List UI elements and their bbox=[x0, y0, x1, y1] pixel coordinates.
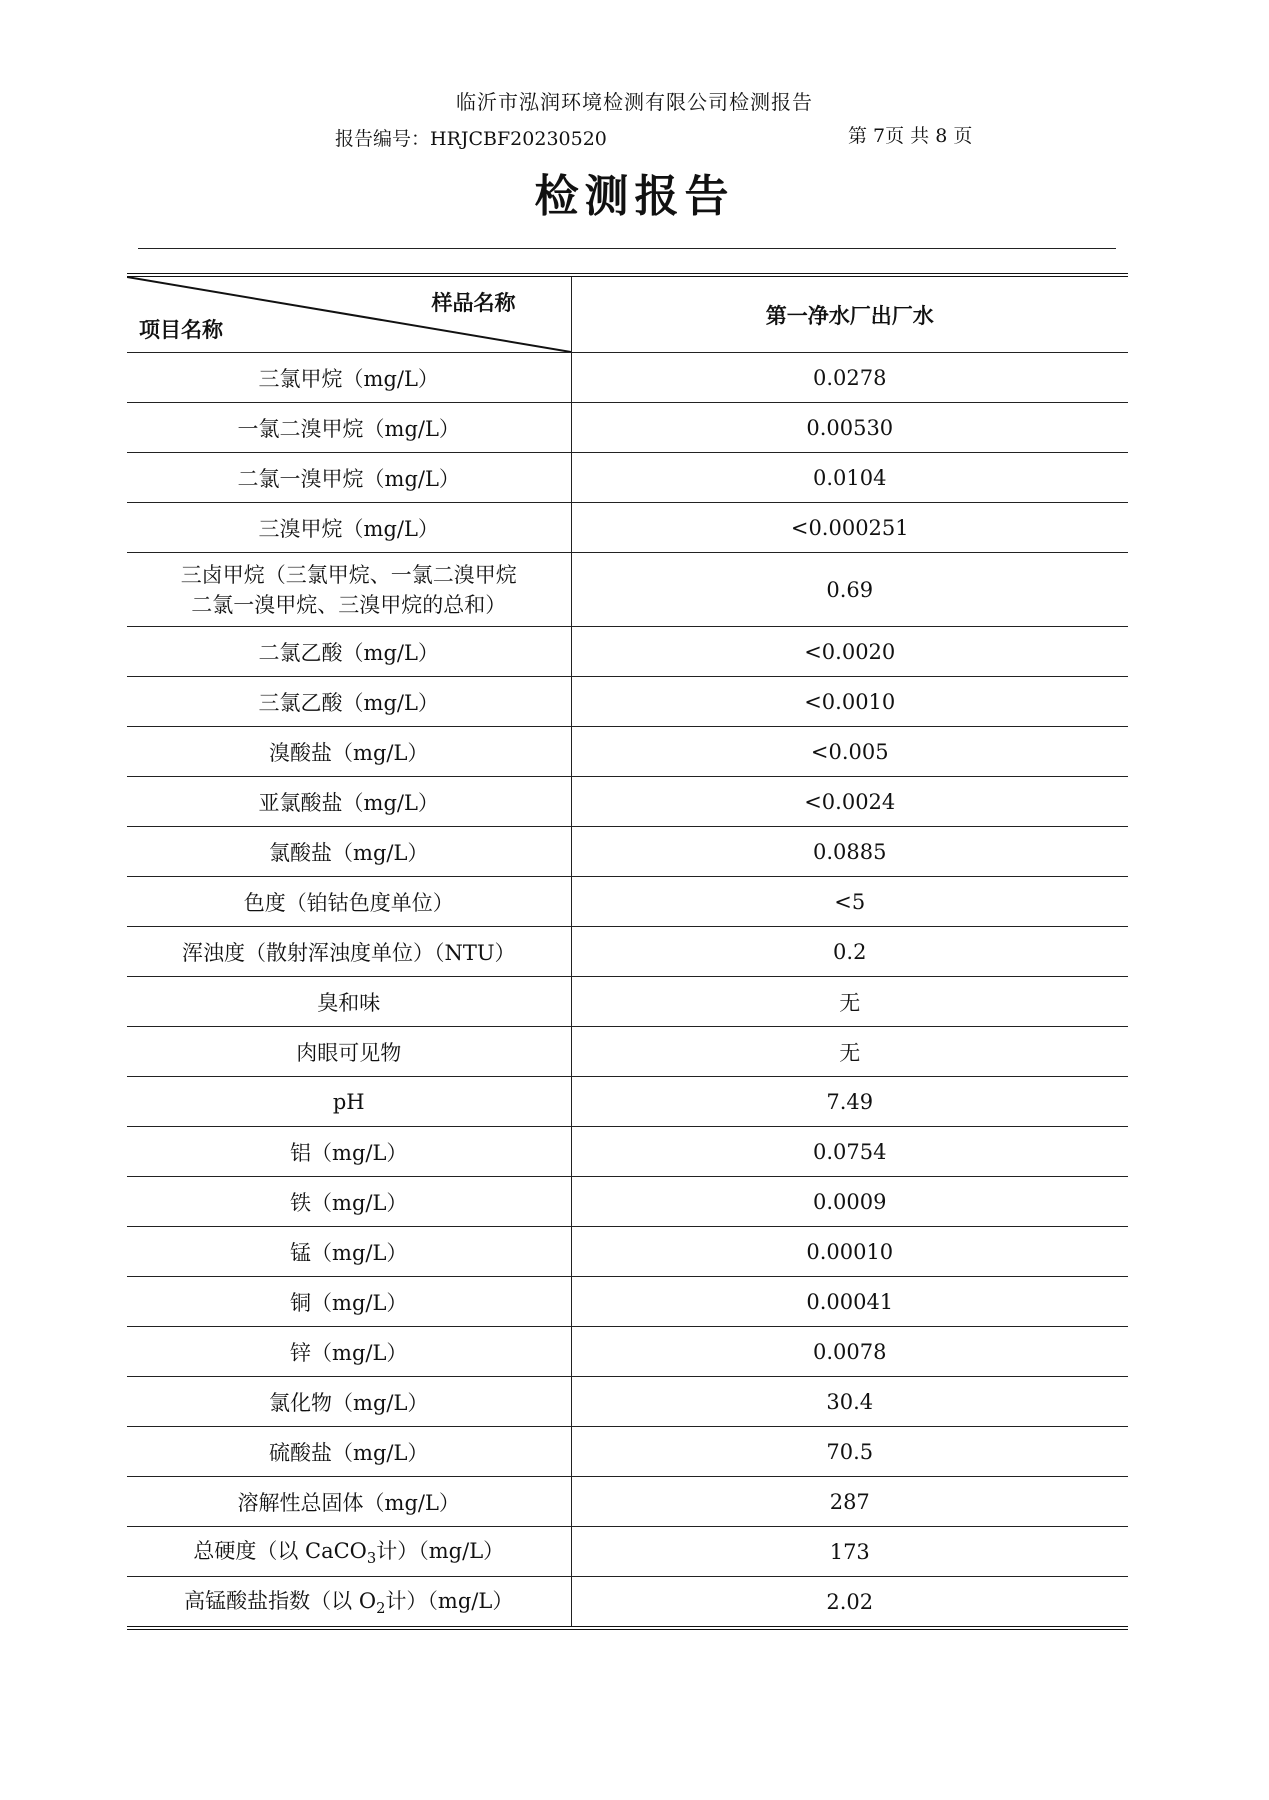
item-name: 硫酸盐（mg/L） bbox=[127, 1427, 571, 1477]
page-title: 检测报告 bbox=[534, 171, 735, 222]
item-name-prefix: 高锰酸盐指数（以 O bbox=[184, 1589, 377, 1614]
table-row bbox=[127, 453, 1128, 503]
item-name: 三溴甲烷（mg/L） bbox=[127, 503, 571, 553]
item-value: 0.0104 bbox=[571, 453, 1128, 503]
table-row bbox=[127, 403, 1128, 453]
table-row bbox=[127, 1527, 1128, 1577]
item-name: pH bbox=[127, 1077, 571, 1127]
results-table bbox=[127, 273, 1128, 1630]
item-name-subscript: 3 bbox=[366, 1550, 377, 1568]
item-value: <0.000251 bbox=[571, 503, 1128, 553]
table-row bbox=[127, 927, 1128, 977]
table-row bbox=[127, 727, 1128, 777]
item-value: 173 bbox=[571, 1527, 1128, 1577]
item-value: 70.5 bbox=[571, 1427, 1128, 1477]
item-name: 三氯乙酸（mg/L） bbox=[127, 677, 571, 727]
item-name-prefix: 总硬度（以 CaCO bbox=[193, 1539, 367, 1564]
table-row bbox=[127, 503, 1128, 553]
item-name: 臭和味 bbox=[127, 977, 571, 1027]
item-name bbox=[127, 553, 571, 627]
corner-header-cell bbox=[127, 275, 571, 353]
item-value: 0.00010 bbox=[571, 1227, 1128, 1277]
corner-item-label: 项目名称 bbox=[139, 318, 223, 342]
table-row bbox=[127, 1477, 1128, 1527]
company-report-heading: 临沂市泓润环境检测有限公司检测报告 bbox=[456, 90, 813, 114]
item-name-line1: 三卤甲烷（三氯甲烷、一氯二溴甲烷 bbox=[180, 562, 517, 587]
item-value: 0.2 bbox=[571, 927, 1128, 977]
item-name-subscript: 2 bbox=[376, 1600, 386, 1618]
item-value: 无 bbox=[571, 1027, 1128, 1077]
table-header-row bbox=[127, 275, 1128, 353]
item-value: 0.69 bbox=[571, 553, 1128, 627]
table-row bbox=[127, 353, 1128, 403]
item-value: 287 bbox=[571, 1477, 1128, 1527]
table-row bbox=[127, 1277, 1128, 1327]
item-value: <0.0024 bbox=[571, 777, 1128, 827]
corner-sample-label: 样品名称 bbox=[431, 291, 516, 315]
item-value: 0.0078 bbox=[571, 1327, 1128, 1377]
item-name: 一氯二溴甲烷（mg/L） bbox=[127, 403, 571, 453]
item-name: 锰（mg/L） bbox=[127, 1227, 571, 1277]
item-name: 锌（mg/L） bbox=[127, 1327, 571, 1377]
table-row bbox=[127, 1427, 1128, 1477]
item-name: 浑浊度（散射浑浊度单位）（NTU） bbox=[127, 927, 571, 977]
item-value: 0.0885 bbox=[571, 827, 1128, 877]
table-row bbox=[127, 977, 1128, 1027]
item-name-suffix: 计）（mg/L） bbox=[376, 1539, 505, 1564]
item-value: 0.0009 bbox=[571, 1177, 1128, 1227]
item-name bbox=[127, 1527, 571, 1577]
table-row bbox=[127, 1227, 1128, 1277]
table-row bbox=[127, 1127, 1128, 1177]
table-row bbox=[127, 553, 1128, 627]
table-row bbox=[127, 827, 1128, 877]
table-row bbox=[127, 677, 1128, 727]
item-value: 0.00530 bbox=[571, 403, 1128, 453]
page-indicator: 第 7页 共 8 页 bbox=[848, 125, 973, 147]
table-row bbox=[127, 1027, 1128, 1077]
item-name: 铝（mg/L） bbox=[127, 1127, 571, 1177]
table-row bbox=[127, 627, 1128, 677]
item-name bbox=[127, 1577, 571, 1629]
report-number: 报告编号：HRJCBF20230520 bbox=[335, 128, 607, 150]
table-row bbox=[127, 1377, 1128, 1427]
item-name: 二氯乙酸（mg/L） bbox=[127, 627, 571, 677]
item-name: 色度（铂钴色度单位） bbox=[127, 877, 571, 927]
sample-column-header: 第一净水厂出厂水 bbox=[571, 275, 1128, 353]
item-name: 溴酸盐（mg/L） bbox=[127, 727, 571, 777]
item-name: 二氯一溴甲烷（mg/L） bbox=[127, 453, 571, 503]
item-name: 氯化物（mg/L） bbox=[127, 1377, 571, 1427]
item-value: 0.0754 bbox=[571, 1127, 1128, 1177]
item-value: 30.4 bbox=[571, 1377, 1128, 1427]
item-name: 溶解性总固体（mg/L） bbox=[127, 1477, 571, 1527]
item-name: 氯酸盐（mg/L） bbox=[127, 827, 571, 877]
table-row bbox=[127, 777, 1128, 827]
item-value: 7.49 bbox=[571, 1077, 1128, 1127]
item-value: <0.005 bbox=[571, 727, 1128, 777]
table-row bbox=[127, 1327, 1128, 1377]
item-name: 铁（mg/L） bbox=[127, 1177, 571, 1227]
item-name-suffix: 计）（mg/L） bbox=[385, 1589, 514, 1614]
item-value: 无 bbox=[571, 977, 1128, 1027]
item-value: 0.0278 bbox=[571, 353, 1128, 403]
item-value: 0.00041 bbox=[571, 1277, 1128, 1327]
table-row bbox=[127, 1177, 1128, 1227]
table-row bbox=[127, 877, 1128, 927]
table-row bbox=[127, 1577, 1128, 1629]
item-value: <5 bbox=[571, 877, 1128, 927]
item-name: 三氯甲烷（mg/L） bbox=[127, 353, 571, 403]
item-value: <0.0020 bbox=[571, 627, 1128, 677]
item-name: 铜（mg/L） bbox=[127, 1277, 571, 1327]
item-name-line2: 二氯一溴甲烷、三溴甲烷的总和） bbox=[191, 592, 507, 617]
item-value: <0.0010 bbox=[571, 677, 1128, 727]
item-name: 亚氯酸盐（mg/L） bbox=[127, 777, 571, 827]
table-row bbox=[127, 1077, 1128, 1127]
item-name: 肉眼可见物 bbox=[127, 1027, 571, 1077]
title-underline bbox=[138, 248, 1116, 249]
item-value: 2.02 bbox=[571, 1577, 1128, 1629]
